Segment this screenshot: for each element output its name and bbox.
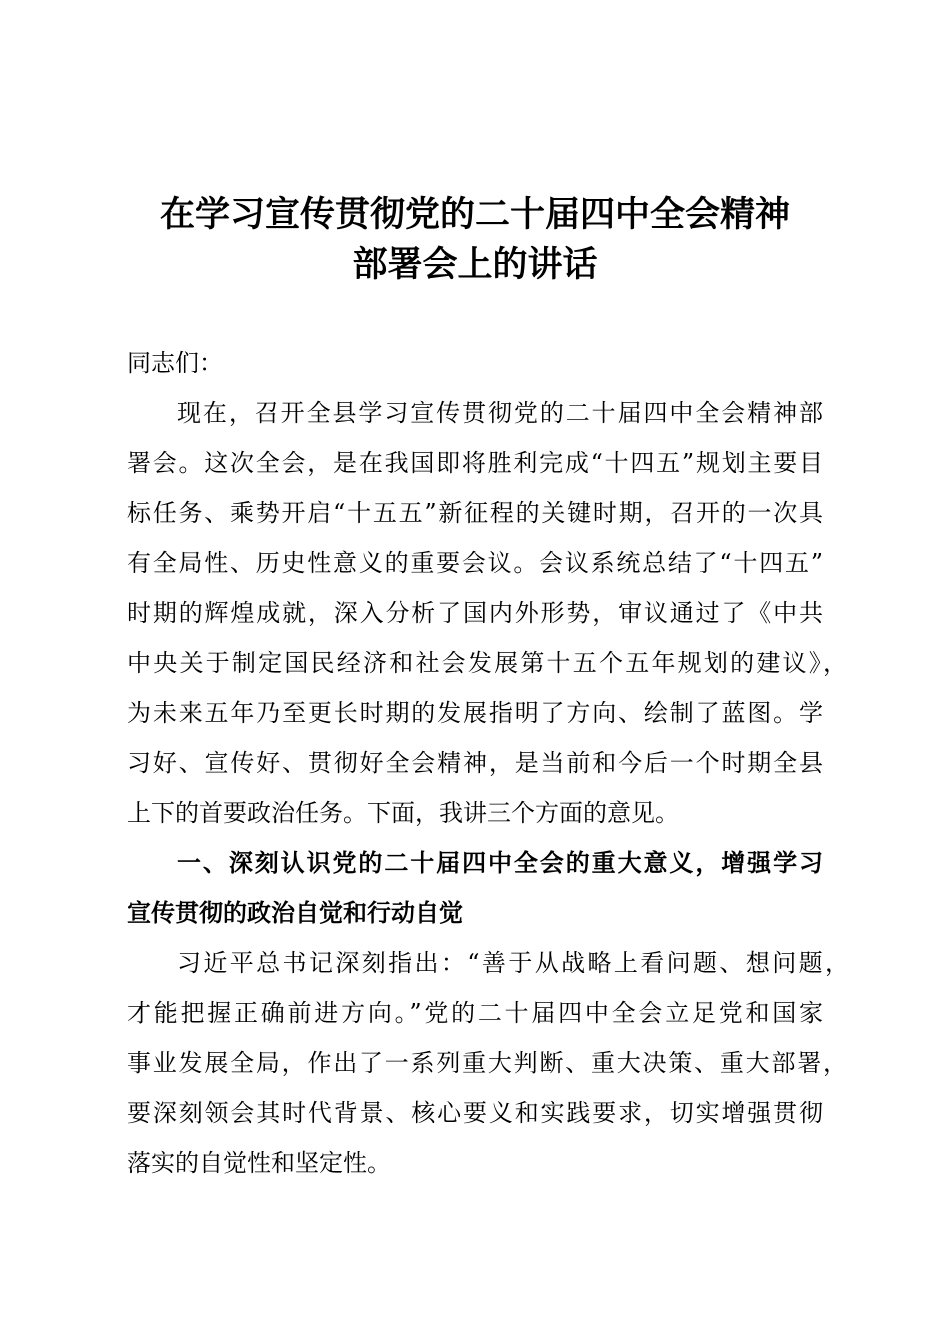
- text-line: 习好、宣传好、贯彻好全会精神，是当前和今后一个时期全县: [127, 749, 823, 777]
- text-line: 才能把握正确前进方向。”党的二十届四中全会立足党和国家: [127, 999, 823, 1027]
- text-line: 习近平总书记深刻指出：“善于从战略上看问题、想问题，: [177, 949, 849, 977]
- text-line: 中央关于制定国民经济和社会发展第十五个五年规划的建议》，: [127, 649, 847, 677]
- text-line: 标任务、乘势开启“十五五”新征程的关键时期，召开的一次具: [127, 499, 823, 527]
- text-line: 有全局性、历史性意义的重要会议。会议系统总结了“十四五”: [127, 549, 823, 577]
- text-line: 现在，召开全县学习宣传贯彻党的二十届四中全会精神部: [177, 399, 823, 427]
- text-line: 署会。这次全会，是在我国即将胜利完成“十四五”规划主要目: [127, 449, 823, 477]
- text-line: 要深刻领会其时代背景、核心要义和实践要求，切实增强贯彻: [127, 1099, 823, 1127]
- text-line: 事业发展全局，作出了一系列重大判断、重大决策、重大部署，: [127, 1049, 847, 1077]
- heading-line: 一、深刻认识党的二十届四中全会的重大意义，增强学习: [177, 848, 823, 877]
- text-line: 上下的首要政治任务。下面，我讲三个方面的意见。: [127, 799, 679, 827]
- salutation: 同志们：: [127, 349, 223, 377]
- document-title-line-2: 部署会上的讲话: [352, 244, 598, 285]
- text-line: 为未来五年乃至更长时期的发展指明了方向、绘制了蓝图。学: [127, 699, 823, 727]
- heading-line: 宣传贯彻的政治自觉和行动自觉: [127, 898, 463, 927]
- text-line: 落实的自觉性和坚定性。: [127, 1149, 391, 1177]
- document-title-line-1: 在学习宣传贯彻党的二十届四中全会精神: [159, 194, 790, 235]
- text-line: 时期的辉煌成就，深入分析了国内外形势，审议通过了《中共: [127, 599, 823, 627]
